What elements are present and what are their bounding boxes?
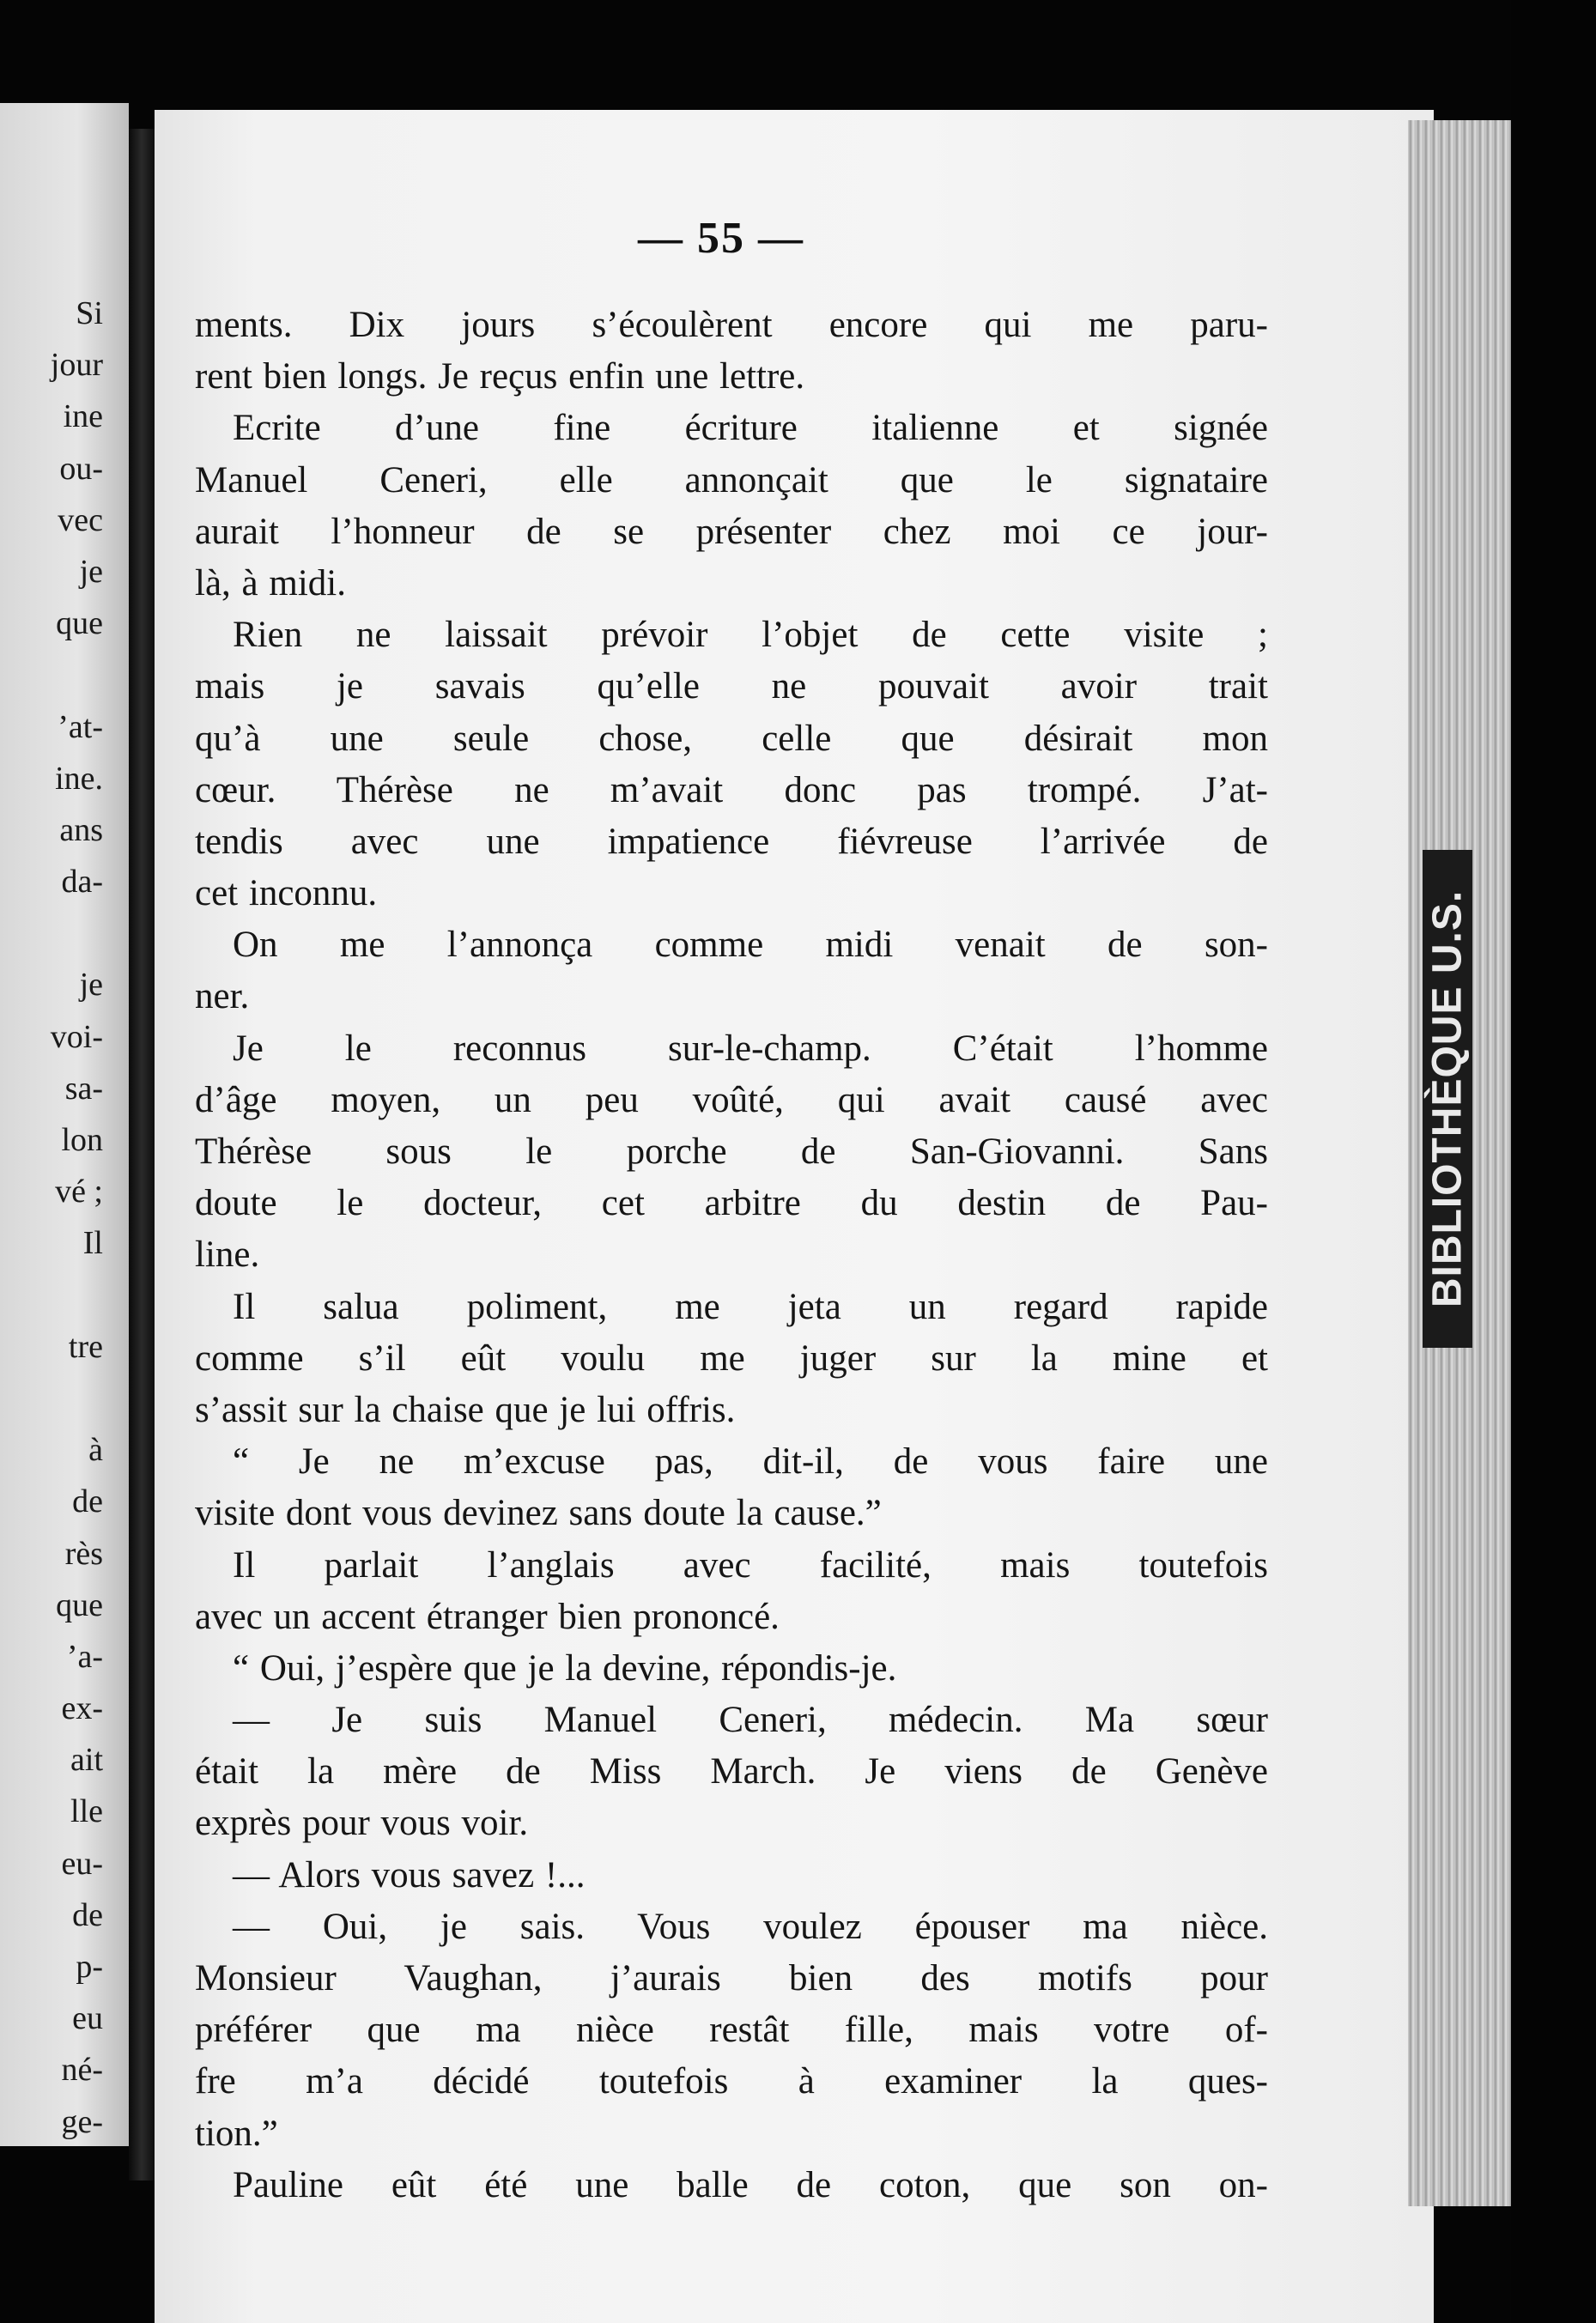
text-line: mais je savais qu’elle ne pouvait avoir trait bbox=[195, 666, 1268, 707]
previous-page-fragment: vé ; bbox=[55, 1174, 103, 1210]
text-line: On me l’annonça comme midi venait de son- bbox=[233, 925, 1268, 966]
previous-page-fragment: rès bbox=[64, 1535, 103, 1572]
previous-page-fragment: tre bbox=[68, 1328, 103, 1365]
previous-page-fragment: da- bbox=[61, 864, 103, 901]
text-line: Pauline eût été une balle de coton, que son on- bbox=[233, 2164, 1268, 2205]
text-line: aurait l’honneur de se présenter chez moi ce jour- bbox=[195, 511, 1268, 552]
previous-page-fragment bbox=[0, 1270, 129, 1321]
previous-page-fragment: ou- bbox=[59, 450, 103, 487]
text-line: visite dont vous devinez sans doute la cause.” bbox=[195, 1493, 882, 1534]
previous-page-fragment: que bbox=[56, 605, 103, 642]
previous-page-fragment: à bbox=[88, 1432, 103, 1469]
text-line: — Oui, je sais. Vous voulez épouser ma nièce. bbox=[233, 1906, 1268, 1947]
previous-page-fragment: né- bbox=[61, 2052, 103, 2089]
previous-page-fragment: de bbox=[72, 1483, 103, 1520]
previous-page-fragment: ine bbox=[63, 398, 103, 435]
text-line: fre m’a décidé toutefois à examiner la ques- bbox=[195, 2061, 1268, 2102]
previous-page-fragment: p- bbox=[76, 1949, 103, 1985]
text-line: Rien ne laissait prévoir l’objet de cette visite ; bbox=[233, 615, 1268, 656]
previous-page-edge bbox=[0, 103, 129, 2146]
previous-page-fragment bbox=[0, 1373, 129, 1424]
previous-page-fragment: jour bbox=[50, 347, 103, 384]
previous-page-fragment: vec bbox=[58, 501, 103, 538]
text-line: d’âge moyen, un peu voûté, qui avait causé avec bbox=[195, 1079, 1268, 1120]
text-line: cœur. Thérèse ne m’avait donc pas trompé. J’at- bbox=[195, 769, 1268, 810]
previous-page-fragment: Si bbox=[76, 295, 103, 331]
page-body-text bbox=[195, 300, 1268, 2211]
text-line: cet inconnu. bbox=[195, 873, 378, 914]
previous-page-fragment: ait bbox=[70, 1742, 103, 1779]
previous-page-fragment bbox=[0, 649, 129, 701]
previous-page-fragment: ’at- bbox=[58, 708, 103, 745]
previous-page-fragment: lle bbox=[70, 1793, 103, 1830]
previous-page-fragment: lon bbox=[61, 1122, 103, 1158]
scan-background bbox=[1511, 0, 1596, 2323]
previous-page-fragment: ’a- bbox=[66, 1638, 103, 1675]
previous-page-fragment: voi- bbox=[50, 1018, 103, 1055]
previous-page-fragment: ex- bbox=[61, 1690, 103, 1727]
previous-page-fragment: ans bbox=[59, 811, 103, 848]
text-line: Ecrite d’une fine écriture italienne et signée bbox=[233, 408, 1268, 449]
text-line: rent bien longs. Je reçus enfin une lettre. bbox=[195, 356, 805, 397]
text-line: Manuel Ceneri, elle annonçait que le signataire bbox=[195, 459, 1268, 500]
text-line: tion.” bbox=[195, 2113, 278, 2154]
text-line: qu’à une seule chose, celle que désirait mon bbox=[195, 718, 1268, 759]
text-line: line. bbox=[195, 1234, 260, 1276]
text-line: avec un accent étranger bien prononcé. bbox=[195, 1596, 780, 1637]
previous-page-fragment: eu- bbox=[61, 1845, 103, 1882]
text-line: préférer que ma nièce restât fille, mais votre of- bbox=[195, 2010, 1268, 2051]
text-line: comme s’il eût voulu me juger sur la mine et bbox=[195, 1337, 1268, 1379]
text-line: tendis avec une impatience fiévreuse l’arrivée de bbox=[195, 821, 1268, 862]
text-line: Monsieur Vaughan, j’aurais bien des motifs pour bbox=[195, 1958, 1268, 1999]
text-line: Il parlait l’anglais avec facilité, mais toutefois bbox=[233, 1544, 1268, 1586]
previous-page-fragment: que bbox=[56, 1586, 103, 1623]
text-line: là, à midi. bbox=[195, 562, 346, 603]
previous-page-fragment: Il bbox=[82, 1225, 103, 1262]
text-line: était la mère de Miss March. Je viens de Genève bbox=[195, 1751, 1268, 1792]
text-line: Je le reconnus sur-le-champ. C’était l’homme bbox=[233, 1028, 1268, 1069]
text-line: “ Oui, j’espère que je la devine, répondis-je. bbox=[233, 1647, 897, 1689]
text-line: “ Je ne m’excuse pas, dit-il, de vous faire une bbox=[233, 1441, 1268, 1483]
book-gutter bbox=[129, 129, 155, 2180]
previous-page-text bbox=[0, 288, 129, 2148]
previous-page-fragment: de bbox=[72, 1896, 103, 1933]
text-line: — Alors vous savez !... bbox=[233, 1854, 586, 1895]
previous-page-fragment: ge- bbox=[61, 2103, 103, 2140]
previous-page-fragment: eu bbox=[72, 2000, 103, 2037]
previous-page-fragment: je bbox=[79, 553, 103, 590]
text-line: ments. Dix jours s’écoulèrent encore qui me paru- bbox=[195, 305, 1268, 345]
previous-page-fragment: je bbox=[79, 967, 103, 1004]
text-line: s’assit sur la chaise que je lui offris. bbox=[195, 1389, 736, 1430]
page-number: — 55 — bbox=[638, 214, 804, 263]
text-line: — Je suis Manuel Ceneri, médecin. Ma sœur bbox=[233, 1700, 1268, 1741]
text-line: ner. bbox=[195, 976, 250, 1017]
library-stamp-text: BIBLIOTHÈQUE U.S. bbox=[1424, 889, 1471, 1308]
text-line: exprès pour vous voir. bbox=[195, 1803, 529, 1844]
text-line: Il salua poliment, me jeta un regard rapide bbox=[233, 1286, 1268, 1327]
previous-page-fragment bbox=[0, 907, 129, 959]
previous-page-fragment: sa- bbox=[64, 1070, 103, 1107]
text-line: Thérèse sous le porche de San-Giovanni. Sans bbox=[195, 1131, 1268, 1172]
text-line: doute le docteur, cet arbitre du destin de Pau- bbox=[195, 1183, 1268, 1224]
previous-page-fragment: ine. bbox=[55, 760, 103, 797]
